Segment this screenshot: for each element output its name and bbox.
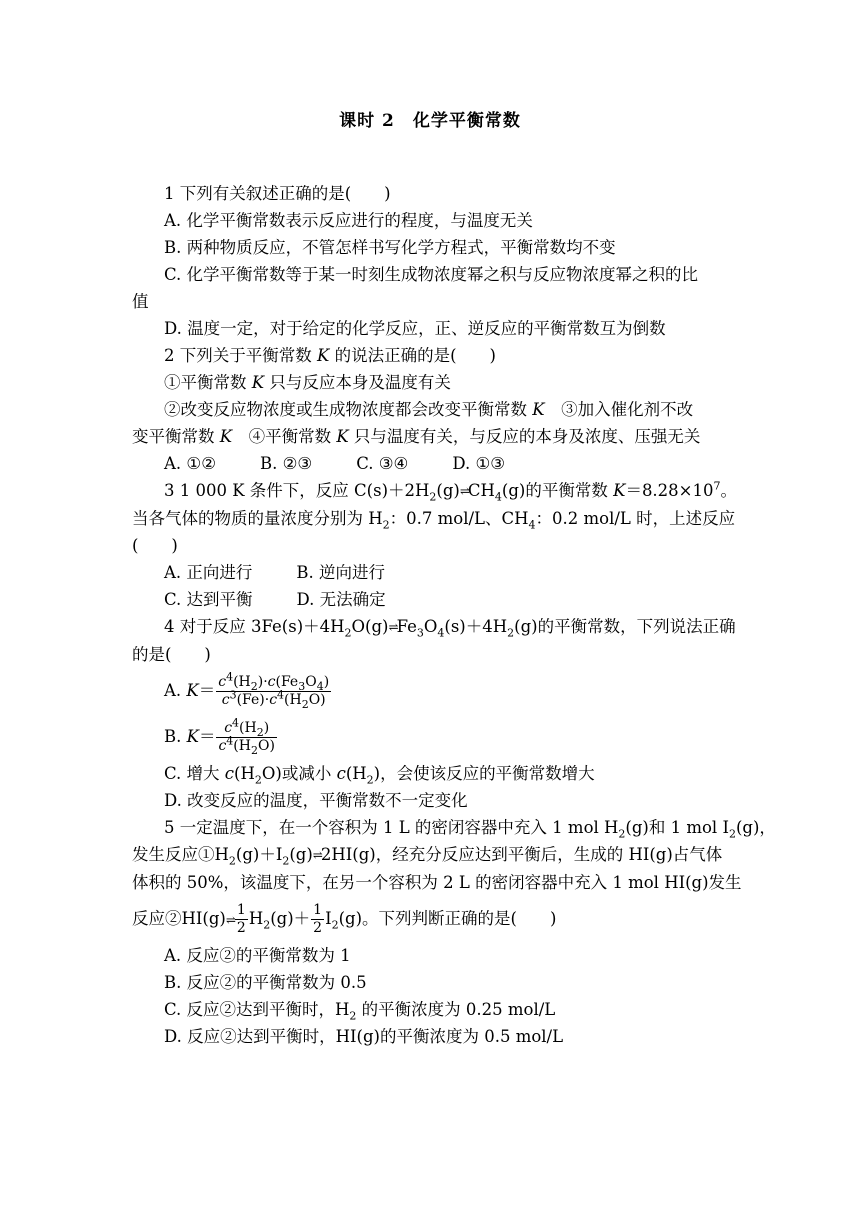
q2-option-d: D. ①③ <box>452 454 506 473</box>
q2-statement-3-4: 变平衡常数 K ④平衡常数 K 只与温度有关，与反应的本身及浓度、压强无关 <box>132 427 701 446</box>
q4-option-a: A. K＝ $\frac{c^4(H_2)\cdot c(Fe_3O_4)}{c^3(Fe)\cdot c^4(H_2O)}$ <box>164 670 330 711</box>
k-symbol: K <box>219 427 233 446</box>
q2-option-c: C. ③④ <box>356 454 409 473</box>
q3-option-c: C. 达到平衡 <box>164 590 253 609</box>
k-symbol: K <box>251 373 265 392</box>
q3-stem-line3: ( ) <box>132 536 178 555</box>
q5-stem-line4: 反应②HI(g)⇌ $\frac{1}{2}$ $H_2(g)+$ $\frac{1}{2}$ $I_2(g)$。下列判断正确的是( ) <box>132 896 742 942</box>
q1-option-a: A. 化学平衡常数表示反应进行的程度，与温度无关 <box>164 211 533 230</box>
q4-option-c: C. 增大 $c(H_2O)$或减小 $c(H_2)$，会使该反应的平衡常数增大 <box>164 764 595 787</box>
question-list <box>132 180 776 1050</box>
equilibrium-arrow-icon: ⇌ <box>312 848 321 862</box>
q3-option-d: D. 无法确定 <box>296 590 386 609</box>
k-symbol: K <box>532 400 545 419</box>
q2-statement-1: ①平衡常数 K 只与反应本身及温度有关 <box>164 373 451 392</box>
page-title: 课时 2 化学平衡常数 <box>339 111 521 131</box>
q2-option-b: B. ②③ <box>260 454 313 473</box>
q4-stem-line2: 的是( ) <box>132 645 211 664</box>
q3-stem-line1: 3 1 000 K 条件下，反应 $C(s)+2H_2(g)\rightleftharpoons CH_4(g)$的平衡常数 $K=8.28\times 10^7$。 <box>164 479 737 504</box>
fraction-b: $\frac{c^4(H_2)}{c^4(H_2O)}$ <box>218 716 275 757</box>
q2-options <box>132 450 742 477</box>
q1-option-c: C. 化学平衡常数等于某一时刻生成物浓度幂之积与反应物浓度幂之积的比 <box>164 265 699 284</box>
q5-stem-line3: 体积的 50%，该温度下，在另一个容积为 2 L 的密闭容器中充入 1 mol HI(g)发生 <box>132 873 742 892</box>
fraction-half: $\frac{1}{2}$ <box>236 902 246 936</box>
q3-options-row2 <box>132 586 742 613</box>
q3-option-a: A. 正向进行 <box>164 563 253 582</box>
q1-option-d: D. 温度一定，对于给定的化学反应，正、逆反应的平衡常数互为倒数 <box>164 319 666 338</box>
q3-option-b: B. 逆向进行 <box>296 563 386 582</box>
q2-statement-2-3: ②改变反应物浓度或生成物浓度都会改变平衡常数 K ③加入催化剂不改 <box>164 400 694 419</box>
q3-options-row1 <box>132 559 742 586</box>
q1-stem: 1 下列有关叙述正确的是( ) <box>164 184 391 203</box>
q3-stem-line2: 当各气体的物质的量浓度分别为 $H_2$：0.7 mol/L、$CH_4$：0.2 mol/L 时，上述反应 <box>132 509 736 532</box>
q2-option-a: A. ①② <box>164 454 216 473</box>
q4-option-b: B. K＝ $\frac{c^4(H_2)}{c^4(H_2O)}$ <box>164 716 275 757</box>
q5-option-a: A. 反应②的平衡常数为 1 <box>164 946 351 965</box>
q5-option-c: C. 反应②达到平衡时，$H_2$ 的平衡浓度为 0.25 mol/L <box>164 1000 556 1023</box>
q5-option-d: D. 反应②达到平衡时，HI(g)的平衡浓度为 0.5 mol/L <box>164 1027 564 1046</box>
equilibrium-arrow-icon: ⇌ <box>388 620 397 634</box>
q5-stem-line2: 发生反应$①H_2(g)+I_2(g)\rightleftharpoons 2HI(g)$，经充分反应达到平衡后，生成的 HI(g)占气体 <box>132 841 742 869</box>
fraction-half: $\frac{1}{2}$ <box>313 902 323 936</box>
q1-option-b: B. 两种物质反应，不管怎样书写化学方程式，平衡常数均不变 <box>164 238 616 257</box>
q1-option-c-cont: 值 <box>132 292 149 311</box>
q4-stem-line1: 4 对于反应 $3Fe(s)+4H_2O(g)\rightleftharpoons Fe_3O_4(s)+4H_2(g)$的平衡常数，下列说法正确 <box>132 613 742 641</box>
q4-option-d: D. 改变反应的温度，平衡常数不一定变化 <box>164 791 468 810</box>
fraction-a: $\frac{c^4(H_2)\cdot c(Fe_3O_4)}{c^3(Fe)\cdot c^4(H_2O)}$ <box>218 670 330 711</box>
equilibrium-arrow-icon: ⇌ <box>225 912 234 927</box>
k-symbol: K <box>336 427 349 446</box>
q5-stem-line1: 5 一定温度下，在一个容积为 1 L 的密闭容器中充入 1 mol $H_2(g)$和 1 mol $I_2(g)$， <box>164 818 776 841</box>
k-symbol: K <box>317 346 330 365</box>
q5-option-b: B. 反应②的平衡常数为 0.5 <box>164 973 367 992</box>
equilibrium-arrow-icon: ⇌ <box>459 484 468 498</box>
q2-stem: 2 下列关于平衡常数 K 的说法正确的是( ) <box>164 346 496 365</box>
